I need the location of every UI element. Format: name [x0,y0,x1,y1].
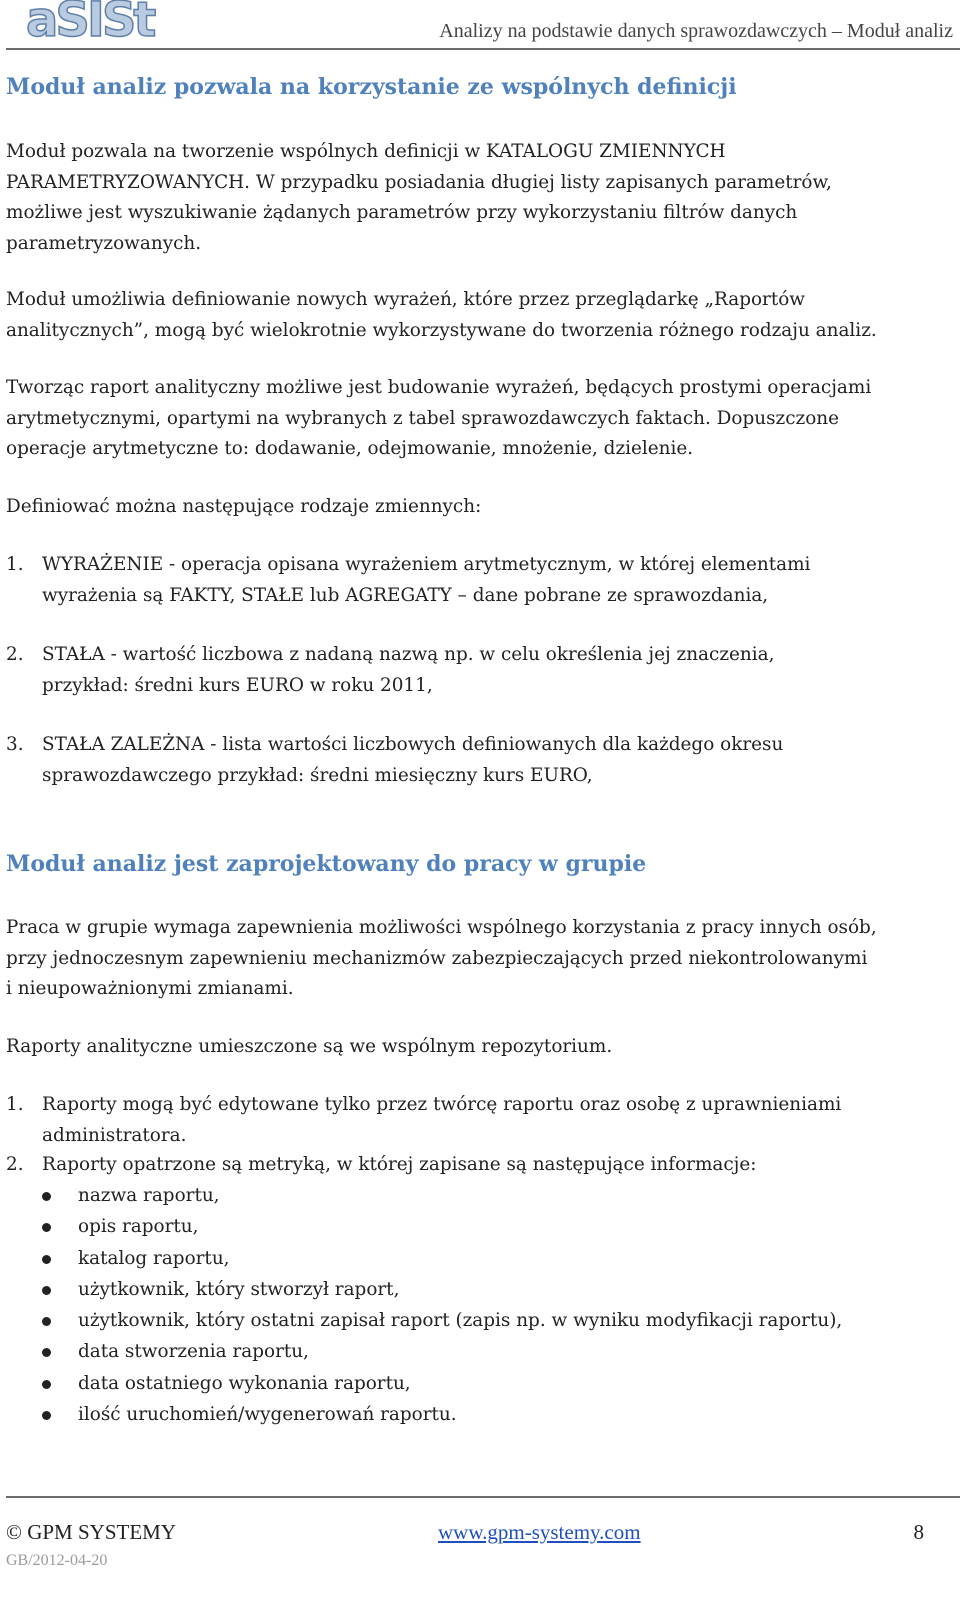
bullet-icon [42,1286,51,1295]
list-number: 1. [6,1094,24,1115]
bullet-item: użytkownik, który ostatni zapisał raport (zapis np. w wyniku modyfikacji raportu), [6,1305,941,1336]
bullet-item: ilość uruchomień/wygenerowań raportu. [6,1399,941,1430]
list-number: 1. [6,554,24,575]
paragraph-repository: Raporty analityczne umieszczone są we wspólnym repozytorium. [6,1036,613,1057]
section-heading-definitions: Moduł analiz pozwala na korzystanie ze wspólnych definicji [6,74,737,100]
section-heading-group-work: Moduł analiz jest zaprojektowany do pracy w grupie [6,851,647,877]
asist-logo: aSISt [26,0,154,48]
list-item-text: Raporty opatrzone są metryką, w której zapisane są następujące informacje: [42,1154,757,1175]
list-item-text: WYRAŻENIE - operacja opisana wyrażeniem arytmetycznym, w której elementami wyrażenia są FAKTY, STAŁE lub AGREGATY – dane pobrane ze sprawozdania, [42,554,811,606]
list-number: 2. [6,644,24,665]
bullet-item: użytkownik, który stworzył raport, [6,1274,941,1305]
paragraph-arithmetic-operations: Tworząc raport analityczny możliwe jest budowanie wyrażeń, będących prostymi operacjami arytmetycznymi, opartymi na wybranych z tabel sprawozdawczych faktach. Dopuszczone operacje arytmetyczne to: dodawanie, odejmowanie, mnożenie, dzielenie. [6,377,872,459]
list-number: 2. [6,1154,24,1175]
footer-website-link[interactable]: www.gpm-systemy.com [438,1520,641,1544]
bullet-icon [42,1192,51,1201]
bullet-icon [42,1348,51,1357]
list-item-text: STAŁA - wartość liczbowa z nadaną nazwą np. w celu określenia jej znaczenia, przykład: średni kurs EURO w roku 2011, [42,644,775,696]
paragraph-new-expressions: Moduł umożliwia definiowanie nowych wyrażeń, które przez przeglądarkę „Raportów analitycznych”, mogą być wielokrotnie wykorzystywane do tworzenia różnego rodzaju analiz. [6,289,877,341]
bullet-item: opis raportu, [6,1211,941,1242]
footer-divider [6,1496,960,1498]
bullet-icon [42,1411,51,1420]
bullet-item: data stworzenia raportu, [6,1336,941,1367]
bullet-item: data ostatniego wykonania raportu, [6,1368,941,1399]
paragraph-shared-definitions: Moduł pozwala na tworzenie wspólnych definicji w KATALOGU ZMIENNYCH PARAMETRYZOWANYCH. W przypadku posiadania długiej listy zapisanych parametrów, możliwe jest wyszukiwanie żądanych parametrów przy wykorzystaniu filtrów danych parametryzowanych. [6,141,832,254]
bullet-icon [42,1255,51,1264]
list-item-text: Raporty mogą być edytowane tylko przez twórcę raportu oraz osobę z uprawnieniami administratora. [42,1094,842,1146]
bullet-icon [42,1317,51,1326]
page-header [6,0,960,50]
bullet-item: nazwa raportu, [6,1180,941,1211]
list-number: 3. [6,734,24,755]
paragraph-variable-types: Definiować można następujące rodzaje zmiennych: [6,496,482,517]
bullet-item: katalog raportu, [6,1243,941,1274]
footer-copyright: © GPM SYSTEMY [6,1520,176,1544]
page-number: 8 [913,1520,924,1544]
paragraph-group-work: Praca w grupie wymaga zapewnienia możliwości wspólnego korzystania z pracy innych osób, przy jednoczesnym zapewnieniu mechanizmów zabezpieczających przed niekontrolowanymi i nieupoważnionymi zmianami. [6,917,877,999]
header-title: Analizy na podstawie danych sprawozdawczych – Moduł analiz [439,20,953,42]
footer-date: GB/2012-04-20 [6,1552,108,1569]
document-page [6,0,953,1624]
bullet-icon [42,1380,51,1389]
metadata-bullet-list [6,1180,941,1430]
bullet-icon [42,1223,51,1232]
list-item-text: STAŁA ZALEŻNA - lista wartości liczbowych definiowanych dla każdego okresu sprawozdawczego przykład: średni miesięczny kurs EURO, [42,734,784,786]
